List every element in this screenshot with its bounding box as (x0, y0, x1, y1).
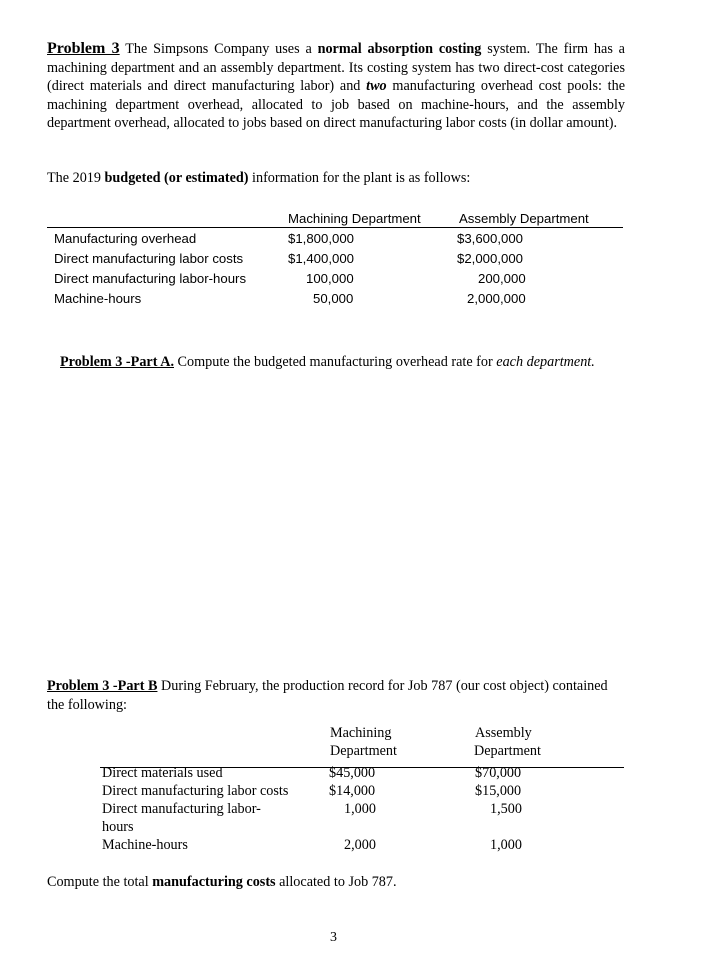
job-row-label: Direct materials used (102, 765, 223, 781)
final-text-2: allocated to Job 787. (275, 874, 397, 890)
table-row (47, 289, 623, 309)
table-row (47, 229, 623, 249)
assembly-value: $2,000,000 (457, 251, 524, 266)
header-rule (47, 227, 623, 228)
budget-intro (47, 169, 625, 188)
final-bold: manufacturing costs (152, 874, 276, 890)
job-assembly-value: $70,000 (475, 765, 522, 781)
intro-two-word: two (366, 78, 387, 95)
job-machining-value: $45,000 (329, 765, 376, 781)
assembly-value: 200,000 (478, 271, 526, 286)
machining-value: 50,000 (313, 291, 354, 306)
budget-table-header (47, 209, 623, 229)
part-b-heading: Problem 3 -Part B (47, 678, 158, 694)
problem-intro (47, 40, 625, 133)
job-assembly-value: 1,500 (490, 801, 522, 817)
job-row-label: Direct manufacturing labor costs (102, 783, 289, 799)
job-assembly-value: $15,000 (475, 783, 522, 799)
job-col-assembly-1: Assembly (475, 725, 532, 741)
part-a-text-1: Compute the budgeted manufacturing overhead rate for (174, 354, 497, 370)
part-a-each: each (496, 354, 524, 370)
job-col-machining-1: Machining (330, 725, 392, 741)
budget-table (47, 209, 623, 309)
col-machining-header: Machining Department (288, 211, 421, 226)
part-a (60, 352, 623, 372)
final-question (47, 874, 397, 891)
table-row (47, 249, 623, 269)
job-assembly-value: 1,000 (490, 837, 522, 853)
intro-text-2: system. The firm has a machining department and an assembly department. Its costing system has two direct-cost categories (direct materials and direct manufacturing labor) and (47, 41, 625, 95)
job-machining-value: 2,000 (344, 837, 376, 853)
job-col-machining-2: Department (330, 743, 397, 759)
machining-value: 100,000 (306, 271, 354, 286)
table-row (47, 269, 623, 289)
part-b-text: During February, the production record for Job 787 (our cost object) contained the following: (47, 678, 608, 713)
col-assembly-header: Assembly Department (459, 211, 589, 226)
machining-value: $1,800,000 (288, 231, 355, 246)
final-text-1: Compute the total (47, 874, 153, 890)
part-a-text-2: department. (523, 354, 595, 370)
row-label: Manufacturing overhead (54, 231, 197, 246)
job-row-label: Direct manufacturing labor- (102, 801, 261, 817)
job-machining-value: $14,000 (329, 783, 376, 799)
row-label: Direct manufacturing labor-hours (54, 271, 247, 286)
intro-text-1: The Simpsons Company uses a (119, 41, 318, 57)
part-a-heading: Problem 3 -Part A. (60, 354, 174, 370)
job-machining-value: 1,000 (344, 801, 376, 817)
assembly-value: $3,600,000 (457, 231, 524, 246)
row-label: Direct manufacturing labor costs (54, 251, 244, 266)
budget-bold: budgeted (or estimated) (104, 170, 249, 186)
intro-bold-costing: normal absorption costing (317, 41, 482, 57)
machining-value: $1,400,000 (288, 251, 355, 266)
row-label: Machine-hours (54, 291, 142, 306)
page-number: 3 (330, 930, 337, 945)
assembly-value: 2,000,000 (467, 291, 526, 306)
intro-text-3: manufacturing overhead cost pools: the machining department overhead, allocated to job based on machine-hours, and the assembly department overhead, allocated to jobs based on direct manufacturing labor costs (in dollar amount). (47, 78, 626, 132)
budget-text-2: information for the plant is as follows: (248, 170, 471, 186)
job-row-label: Machine-hours (102, 837, 188, 853)
problem-heading: Problem 3 (47, 40, 120, 57)
budget-text-1: The 2019 (47, 170, 105, 186)
job-row-label-cont: hours (102, 819, 134, 835)
job-col-assembly-2: Department (474, 743, 541, 759)
part-b (47, 677, 625, 715)
